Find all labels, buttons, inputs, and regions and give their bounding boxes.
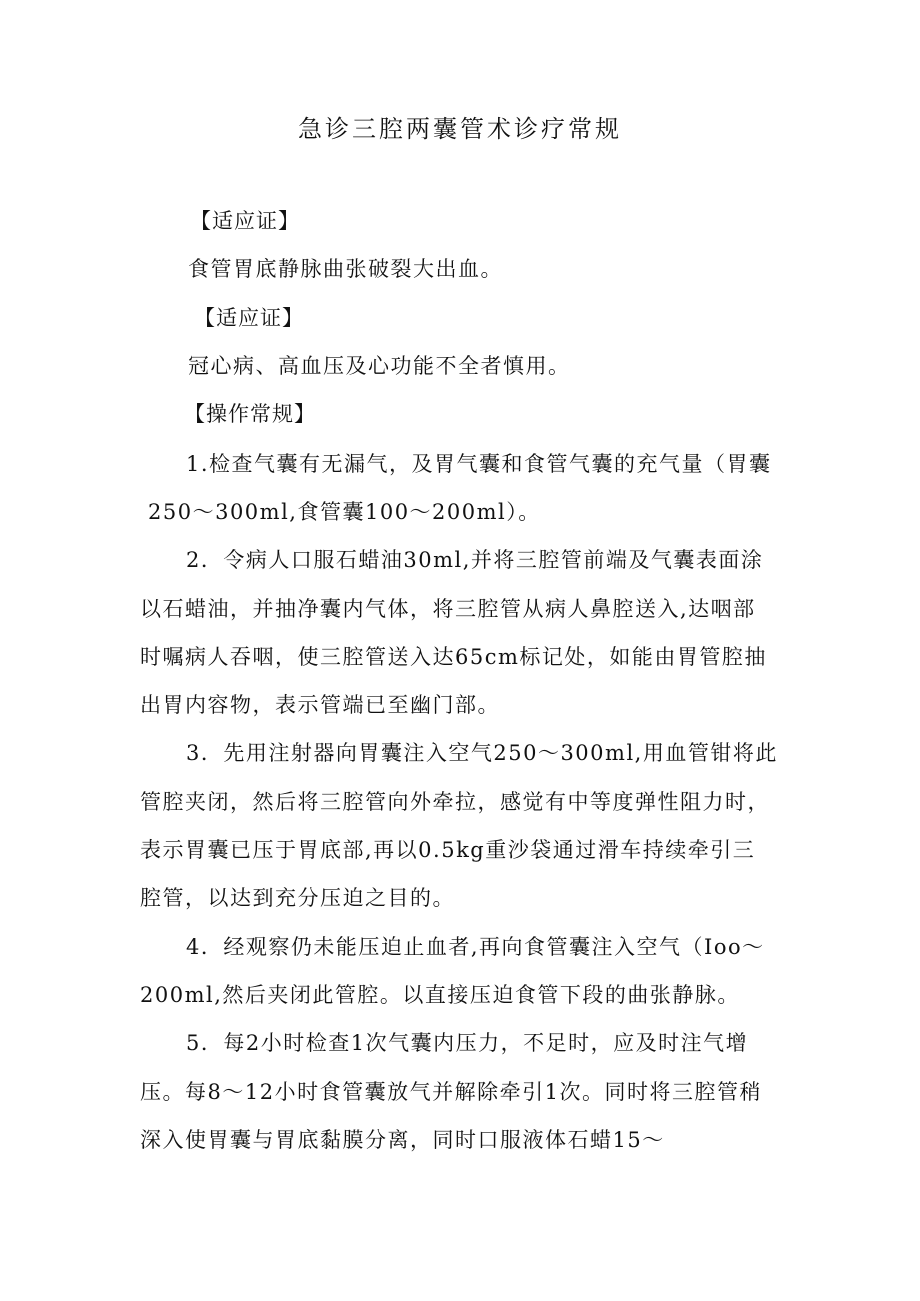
paragraph-line: 管腔夹闭，然后将三腔管向外牵拉，感觉有中等度弹性阻力时， [140,790,770,814]
section-heading-indications-2: 【适应证】 [194,306,304,330]
paragraph-line: 腔管，以达到充分压迫之目的。 [140,886,455,910]
paragraph-line: 4．经观察仍未能压迫止血者,再向食管囊注入空气（Ioo～ [186,935,765,959]
section-heading-procedure: 【操作常规】 [184,402,316,426]
paragraph-line: 压。每8～12小时食管囊放气并解除牵引1次。同时将三腔管稍 [140,1080,762,1104]
section-heading-indications: 【适应证】 [190,209,300,233]
paragraph-line: 3．先用注射器向胃囊注入空气250～300ml,用血管钳将此 [186,741,778,765]
page-title: 急诊三腔两囊管术诊疗常规 [298,115,622,143]
paragraph-line: 冠心病、高血压及心功能不全者慎用。 [188,354,571,378]
paragraph-line: 5．每2小时检查1次气囊内压力，不足时，应及时注气增 [186,1031,749,1055]
paragraph-line: 食管胃底静脉曲张破裂大出血。 [188,257,503,281]
paragraph-line: 2．令病人口服石蜡油30ml,并将三腔管前端及气囊表面涂 [186,548,764,572]
paragraph-line: 200ml,然后夹闭此管腔。以直接压迫食管下段的曲张静脉。 [140,983,740,1007]
paragraph-line: 表示胃囊已压于胃底部,再以0.5kg重沙袋通过滑车持续牵引三 [140,838,756,862]
paragraph-line: 时嘱病人吞咽，使三腔管送入达65cm标记处，如能由胃管腔抽 [140,645,767,669]
paragraph-line: 250～300ml,食管囊100～200ml）。 [148,500,541,524]
paragraph-line: 出胃内容物，表示管端已至幽门部。 [140,693,500,717]
paragraph-line: 以石蜡油，并抽净囊内气体，将三腔管从病人鼻腔送入,达咽部 [140,597,756,621]
paragraph-line: 深入使胃囊与胃底黏膜分离，同时口服液体石蜡15～ [140,1128,665,1152]
paragraph-line: 1.检查气囊有无漏气，及胃气囊和食管气囊的充气量（胃囊 [186,452,772,476]
